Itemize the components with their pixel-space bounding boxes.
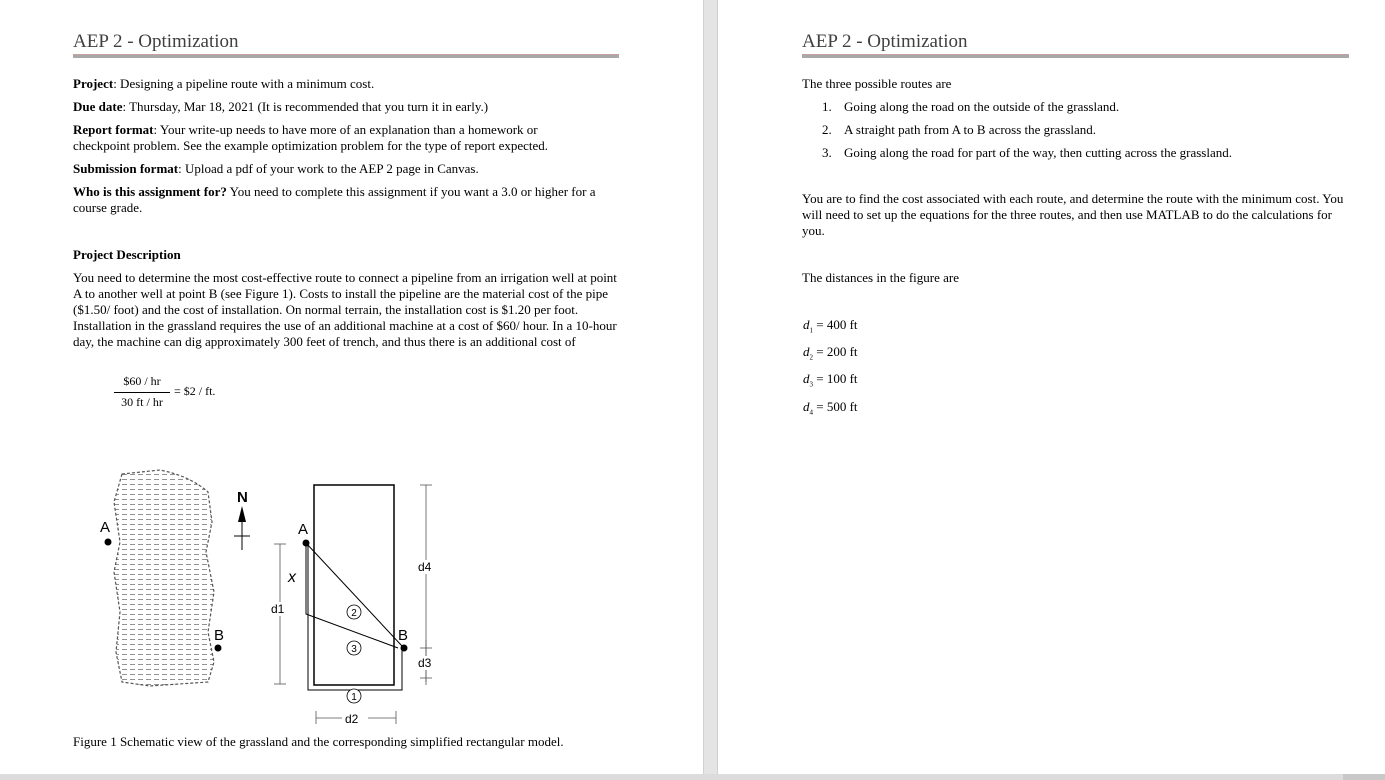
formula-bar <box>114 392 170 393</box>
figure-caption: Figure 1 Schematic view of the grassland and the corresponding simplified rectangular model. <box>73 734 564 749</box>
label-north: N <box>237 489 248 506</box>
page-header-title: AEP 2 - Optimization <box>73 31 239 52</box>
label-b-left: B <box>214 627 225 644</box>
label-b-right: B <box>398 627 409 644</box>
distance-d4: $d_4 = 500$ ft <box>803 399 858 417</box>
point-a-left <box>105 539 112 546</box>
submission-format-line: Submission format: Upload a pdf of your work to the AEP 2 page in Canvas. <box>73 161 479 176</box>
document-page-2 <box>718 0 1385 774</box>
point-b-left <box>215 645 222 652</box>
route-3-line <box>306 543 398 648</box>
label-a-left: A <box>100 519 111 536</box>
route-item: 3. Going along the road for part of the way, then cutting across the grassland. <box>822 145 1232 160</box>
report-format-line: Report format: Your write-up needs to have more of an explanation than a homework or checkpoint problem. See the example optimization problem for the type of report expected. <box>73 122 549 153</box>
route-2-label: 2 <box>351 608 357 619</box>
distance-d1: $d_1 = 400$ ft <box>803 317 858 335</box>
formula-denominator: 30 ft / hr <box>121 395 163 409</box>
label-d2: d2 <box>345 712 359 726</box>
distances-intro: The distances in the figure are <box>802 270 960 285</box>
label-x: x <box>288 569 296 586</box>
routes-intro: The three possible routes are <box>802 76 952 91</box>
label-d4: d4 <box>418 560 432 574</box>
route-item: 2. A straight path from A to B across the grassland. <box>822 122 1097 137</box>
formula-result: = $2 / ft. <box>174 384 216 398</box>
project-line: Project: Designing a pipeline route with a minimum cost. <box>73 76 375 91</box>
formula-numerator: $60 / hr <box>123 374 161 388</box>
route-3-label: 3 <box>351 644 357 655</box>
north-arrow-head <box>238 506 246 522</box>
routes-list <box>822 99 1364 168</box>
schematic-figure <box>90 462 450 730</box>
route-item: 1. Going along the road on the outside of the grassland. <box>822 99 1120 114</box>
scrollbar-thumb[interactable] <box>1343 774 1385 780</box>
distance-d3: $d_3 = 100$ ft <box>803 371 858 389</box>
due-date-line: Due date: Thursday, Mar 18, 2021 (It is recommended that you turn it in early.) <box>73 99 489 114</box>
label-d1: d1 <box>271 602 285 616</box>
header-rule <box>802 54 1349 58</box>
distance-d2: $d_2 = 200$ ft <box>803 344 858 362</box>
page-gutter <box>703 0 718 774</box>
section-heading: Project Description <box>73 247 181 262</box>
label-a-right: A <box>298 521 309 538</box>
task-paragraph: You are to find the cost associated with each route, and determine the route with the minimum cost. You will need to set up the equations for the three routes, and then use MATLAB to do the calculations for you. <box>802 191 1344 238</box>
route-1-label: 1 <box>351 692 357 703</box>
page-header-title: AEP 2 - Optimization <box>802 31 968 52</box>
cost-formula <box>114 374 254 414</box>
route-2-line <box>306 543 402 646</box>
horizontal-scrollbar[interactable] <box>0 774 1385 780</box>
who-line: Who is this assignment for? You need to complete this assignment if you want a 3.0 or higher for a course grade. <box>73 184 596 215</box>
label-d3: d3 <box>418 656 432 670</box>
description-paragraph: You need to determine the most cost-effective route to connect a pipeline from an irrigation well at point A to another well at point B (see Figure 1). Costs to install the pipeline are the material cost of the pipe ($1.50/ foot) and the cost of installation. On normal terrain, the installation cost is $1.20 per foot. Installation in the grassland requires the use of an additional machine at a cost of $60/ hour. In a 10-hour day, the machine can dig approximately 300 feet of trench, and thus there is an additional cost of <box>73 270 617 349</box>
header-rule <box>73 54 619 58</box>
grassland-shape <box>114 470 214 686</box>
